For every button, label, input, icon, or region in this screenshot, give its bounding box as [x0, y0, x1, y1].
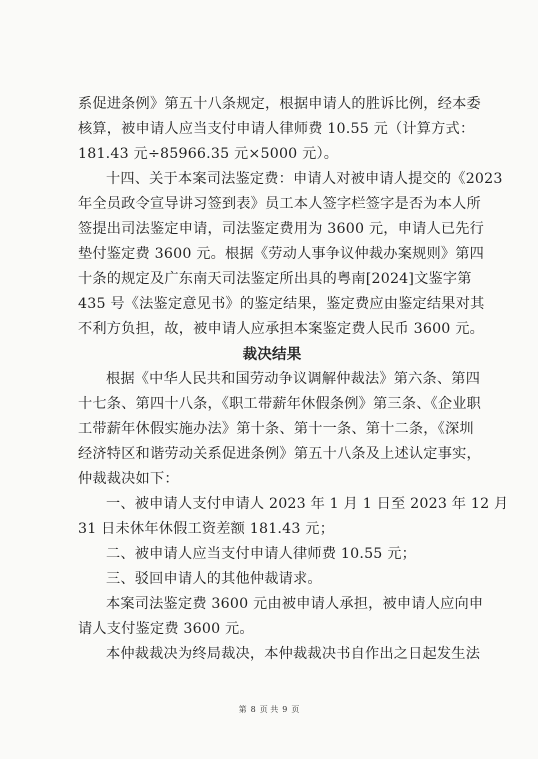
paragraph-line: 系促进条例》第五十八条规定，根据申请人的胜诉比例，经本委 [78, 96, 481, 112]
paragraph-line: 核算，被申请人应当支付申请人律师费 10.55 元（计算方式： [78, 121, 475, 137]
footer-middle: 页 共 [259, 705, 279, 714]
footer-current-page: 8 [250, 705, 256, 714]
paragraph-line: 二、被申请人应当支付申请人律师费 10.55 元； [106, 546, 417, 562]
footer-prefix: 第 [238, 705, 247, 714]
paragraph-line: 一、被申请人支付申请人 2023 年 1 月 1 日至 2023 年 12 月 [106, 496, 509, 512]
paragraph-line: 十七条、第四十八条，《职工带薪年休假条例》第三条、《企业职 [78, 396, 482, 412]
paragraph-line: 根据《中华人民共和国劳动争议调解仲裁法》第六条、第四 [106, 371, 481, 387]
paragraph-line: 十四、关于本案司法鉴定费：申请人对被申请人提交的《2023 [106, 171, 503, 187]
paragraph-line: 年全员政令宣导讲习签到表》员工本人签字栏签字是否为本人所 [78, 196, 481, 212]
paragraph-line: 31 日未休年休假工资差额 181.43 元； [78, 521, 335, 537]
paragraph-line: 本案司法鉴定费 3600 元由被申请人承担，被申请人应向申 [106, 596, 484, 612]
paragraph-line: 经济特区和谐劳动关系促进条例》第五十八条及上述认定事实， [78, 446, 481, 462]
paragraph-line: 三、驳回申请人的其他仲裁请求。 [106, 571, 322, 587]
paragraph-line: 签提出司法鉴定申请，司法鉴定费用为 3600 元，申请人已先行 [78, 221, 485, 237]
paragraph-line: 仲裁裁决如下： [78, 471, 179, 487]
paragraph-line: 垫付鉴定费 3600 元。根据《劳动人事争议仲裁办案规则》第四 [78, 246, 485, 262]
paragraph-line: 本仲裁裁决为终局裁决，本仲裁裁决书自作出之日起发生法 [106, 646, 481, 662]
footer-total-pages: 9 [282, 705, 288, 714]
paragraph-line: 请人支付鉴定费 3600 元。 [78, 621, 254, 637]
footer-suffix: 页 [291, 705, 300, 714]
paragraph-line: 不利方负担，故，被申请人应承担本案鉴定费人民币 3600 元。 [78, 321, 485, 337]
paragraph-line: 181.43 元÷85966.35 元×5000 元）。 [78, 146, 339, 162]
document-body [78, 92, 509, 667]
paragraph-line: 435 号《法鉴定意见书》的鉴定结果，鉴定费应由鉴定结果对其 [78, 296, 485, 312]
paragraph-line: 十条的规定及广东南天司法鉴定所出具的粤南[2024]文鉴字第 [78, 271, 472, 287]
section-heading: 裁决结果 [242, 346, 302, 363]
page-number-footer [0, 704, 538, 715]
paragraph-line: 工带薪年休假实施办法》第十条、第十一条、第十二条，《深圳 [78, 421, 474, 437]
